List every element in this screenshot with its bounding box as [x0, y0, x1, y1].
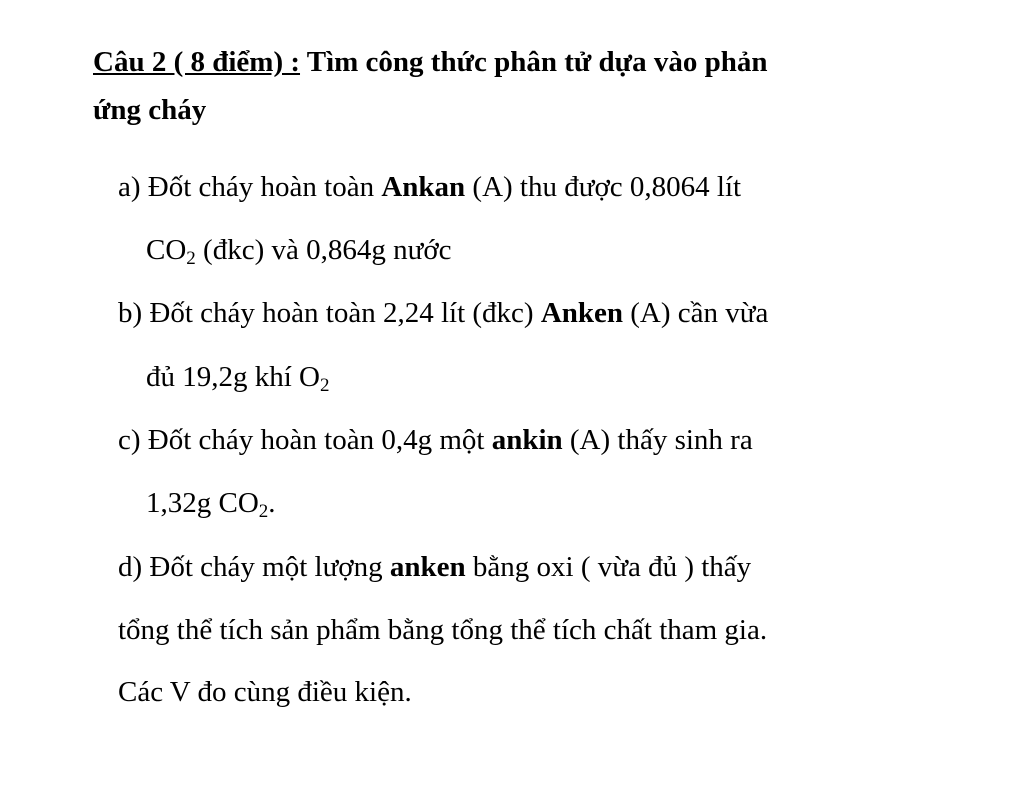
- item-c-line2: [146, 487, 276, 520]
- item-b-formula-subscript: 2: [320, 375, 330, 396]
- item-d-line2: tổng thể tích sản phẩm bằng tổng thể tích chất tham gia.: [118, 614, 768, 646]
- item-a-line2: [146, 234, 452, 267]
- item-c-line2-end: .: [268, 487, 276, 519]
- item-c-line1: [118, 424, 753, 457]
- item-b-text-cont: (A) cần vừa: [623, 297, 769, 329]
- item-c-formula-subscript: 2: [258, 501, 269, 522]
- item-d-line1: [118, 551, 751, 584]
- question-title-continued: ứng cháy: [93, 94, 207, 126]
- item-d-keyword: anken: [389, 551, 466, 583]
- question-label: Câu 2 ( 8 điểm) :: [93, 46, 301, 78]
- item-c-text-cont: (A) thấy sinh ra: [562, 424, 753, 456]
- item-c-text: c) Đốt cháy hoàn toàn 0,4g một: [118, 424, 492, 456]
- item-b-keyword: Anken: [540, 297, 624, 329]
- item-a-text: a) Đốt cháy hoàn toàn: [118, 171, 382, 203]
- item-a-formula-subscript: 2: [186, 248, 196, 269]
- item-b-text: b) Đốt cháy hoàn toàn 2,24 lít (đkc): [118, 297, 541, 329]
- item-a-line1: [118, 171, 741, 204]
- item-c-line2-text: 1,32g CO: [146, 487, 259, 519]
- item-d-text: d) Đốt cháy một lượng: [118, 551, 390, 583]
- item-b-line1: [118, 297, 768, 330]
- item-a-formula: CO: [146, 234, 187, 266]
- item-d-text-cont: bằng oxi ( vừa đủ ) thấy: [465, 551, 752, 583]
- item-b-line2: [146, 361, 330, 394]
- item-c-keyword: ankin: [491, 424, 563, 456]
- item-a-text-cont: (A) thu được 0,8064 lít: [465, 171, 742, 203]
- question-heading: [93, 46, 913, 79]
- item-a-keyword: Ankan: [381, 171, 466, 203]
- item-b-line2-text: đủ 19,2g khí O: [146, 361, 320, 393]
- item-a-line2-text: (đkc) và 0,864g nước: [195, 234, 452, 266]
- item-d-line3: Các V đo cùng điều kiện.: [118, 676, 412, 708]
- question-title: Tìm công thức phân tử dựa vào phản: [300, 46, 768, 78]
